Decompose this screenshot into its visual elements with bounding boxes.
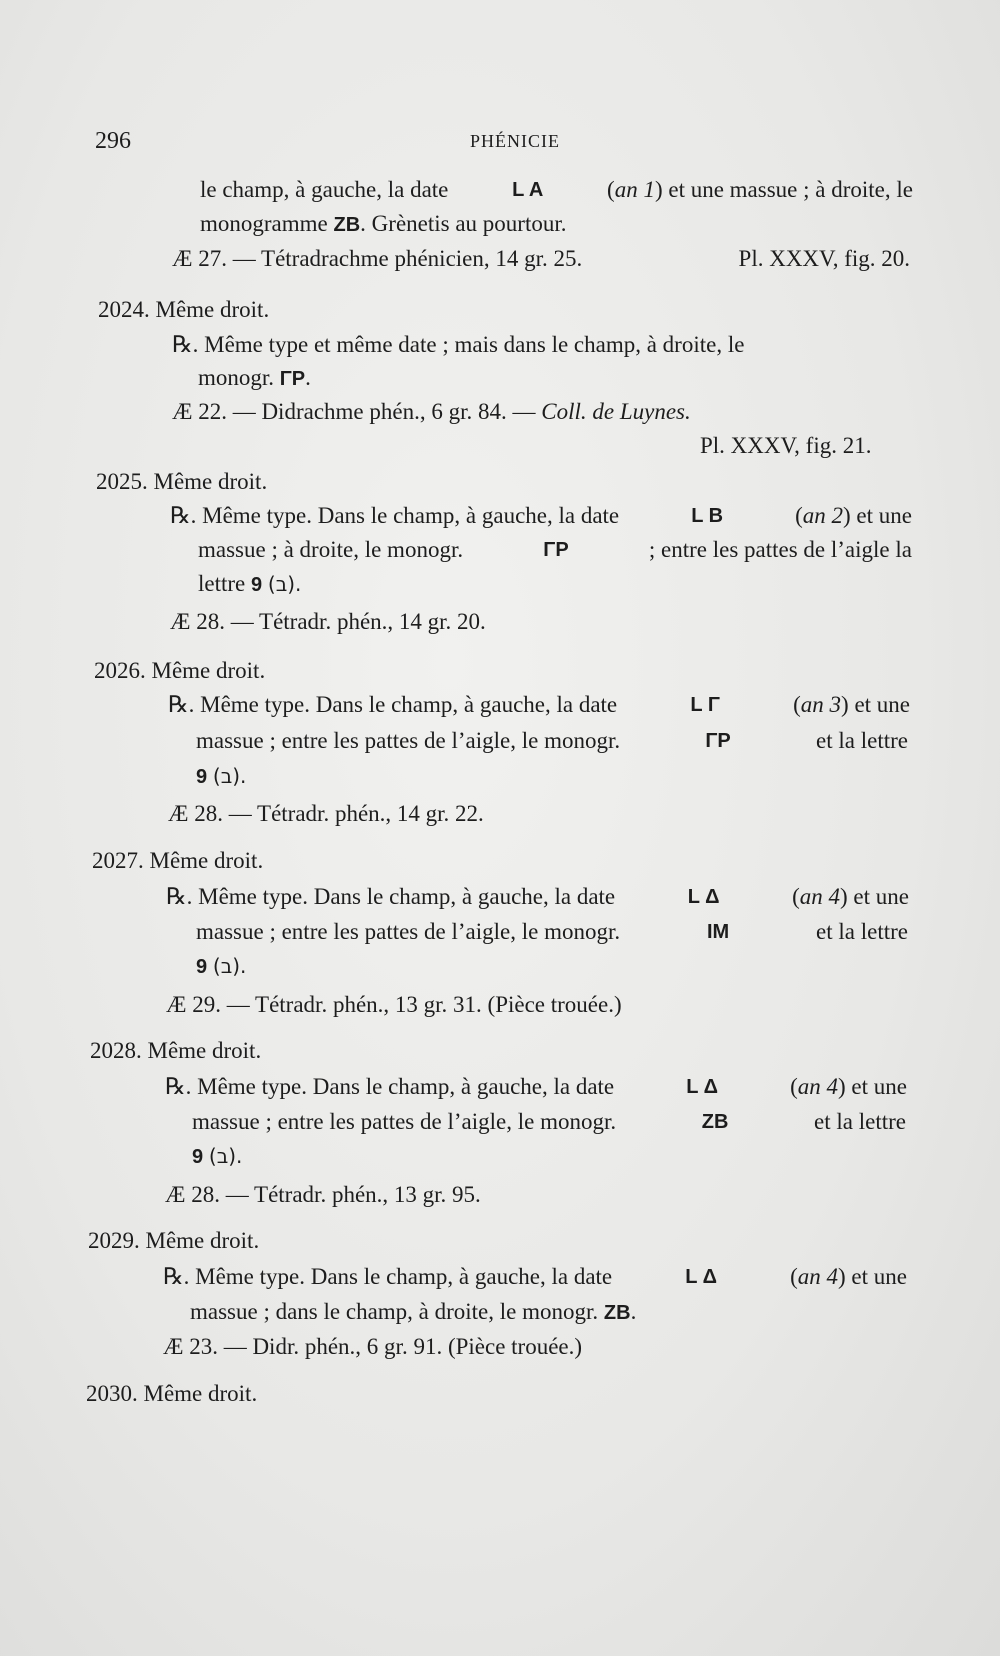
entry-line: ℞. Même type. Dans le champ, à gauche, la date L Δ (an 4) et une [163,1262,907,1292]
year-ref: an 3 [800,692,842,717]
year-ref: an 4 [797,1264,839,1289]
hebrew-letter: (ב). [267,572,302,596]
date-letters: L Δ [685,1266,718,1288]
entry-line [192,1141,242,1172]
entry-line: massue ; entre les pattes de l’aigle, le monogr. IM et la lettre [196,917,908,947]
monogram: ΓP [279,368,306,390]
plate-ref: Pl. XXXV, fig. 20. [738,246,910,271]
year-ref: an 1 [614,177,655,202]
hebrew-letter: (ב). [212,954,247,978]
monogram: ΓP [705,730,731,752]
date-letters: L Γ [690,694,720,716]
entry-line: monogr. ΓP. [198,365,311,390]
entry-line: le champ, à gauche, la date L A (an 1) et une massue ; à droite, le [200,175,913,205]
entry-number: 2024. Même droit. [98,297,270,322]
entry-line: ℞. Même type. Dans le champ, à gauche, la date L B (an 2) et une [170,501,912,531]
plate-ref: Pl. XXXV, fig. 21. [700,433,872,458]
entry-line: Æ 22. — Didrachme phén., 6 gr. 84. — Coll. de Luynes. [172,399,691,424]
monogram: IM [706,921,730,943]
entry-number: 2026. Même droit. [94,658,266,683]
monogram: ΓP [543,539,569,561]
entry-number: 2025. Même droit. [96,469,268,494]
monogram: ZB [701,1111,729,1133]
entry-number: 2030. Même droit. [86,1381,258,1406]
entry-line: massue ; à droite, le monogr. ΓP ; entre les pattes de l’aigle la [198,535,912,565]
entry-line: Æ 23. — Didr. phén., 6 gr. 91. (Pièce trouée.) [163,1334,583,1359]
entry-head: Même droit. [153,469,268,494]
hebrew-letter: (ב). [212,764,247,788]
monogram: ZB [333,214,361,236]
running-title: PHÉNICIE [470,131,560,151]
entry-line: Æ 28. — Tétradr. phén., 13 gr. 95. [165,1182,481,1207]
date-letters: L B [691,505,724,527]
collection-ref: Coll. de Luynes. [541,399,691,424]
entry-line: massue ; dans le champ, à droite, le monogr. ZB. [190,1299,637,1324]
entry-line: ℞. Même type et même date ; mais dans le champ, à droite, le [172,332,745,357]
entry-head: Même droit. [155,297,270,322]
entry-head: Même droit. [145,1228,260,1253]
entry-number: 2029. Même droit. [88,1228,260,1253]
running-header [95,128,935,158]
year-ref: an 2 [802,503,844,528]
entry-head: Même droit. [151,658,266,683]
hebrew-letter: (ב). [208,1144,243,1168]
entry-line: massue ; entre les pattes de l’aigle, le monogr. ZB et la lettre [192,1107,906,1137]
entry-line: ℞. Même type. Dans le champ, à gauche, la date L Δ (an 4) et une [166,882,909,912]
date-letters: L A [512,179,544,201]
phoenician-letter: 9 [251,574,263,596]
date-letters: L Δ [687,886,720,908]
date-letters: L Δ [686,1076,719,1098]
year-ref: an 4 [799,884,841,909]
entry-line: lettre 9 (ב). [198,571,302,596]
phoenician-letter: 9 [192,1146,204,1168]
entry-line [196,761,246,792]
entry-head: Même droit. [149,848,264,873]
phoenician-letter: 9 [196,766,208,788]
entry-head: Même droit. [143,1381,258,1406]
entry-line [196,951,246,982]
phoenician-letter: 9 [196,956,208,978]
entry-number: 2027. Même droit. [92,848,264,873]
entry-line: monogramme ZB. Grènetis au pourtour. [200,211,567,236]
entry-line: Æ 27. — Tétradrachme phénicien, 14 gr. 25. Pl. XXXV, fig. 20. [172,244,910,274]
year-ref: an 4 [797,1074,839,1099]
entry-number: 2028. Même droit. [90,1038,262,1063]
monogram: ZB [603,1302,631,1324]
entry-line: Æ 28. — Tétradr. phén., 14 gr. 22. [168,801,484,826]
entry-head: Même droit. [147,1038,262,1063]
entry-line: Æ 28. — Tétradr. phén., 14 gr. 20. [170,609,486,634]
entry-line: massue ; entre les pattes de l’aigle, le monogr. ΓP et la lettre [196,726,908,756]
entry-line: ℞. Même type. Dans le champ, à gauche, la date L Δ (an 4) et une [165,1072,907,1102]
entry-line: Æ 29. — Tétradr. phén., 13 gr. 31. (Pièce trouée.) [166,992,622,1017]
page-number: 296 [95,128,131,154]
entry-line: ℞. Même type. Dans le champ, à gauche, la date L Γ (an 3) et une [168,690,910,720]
